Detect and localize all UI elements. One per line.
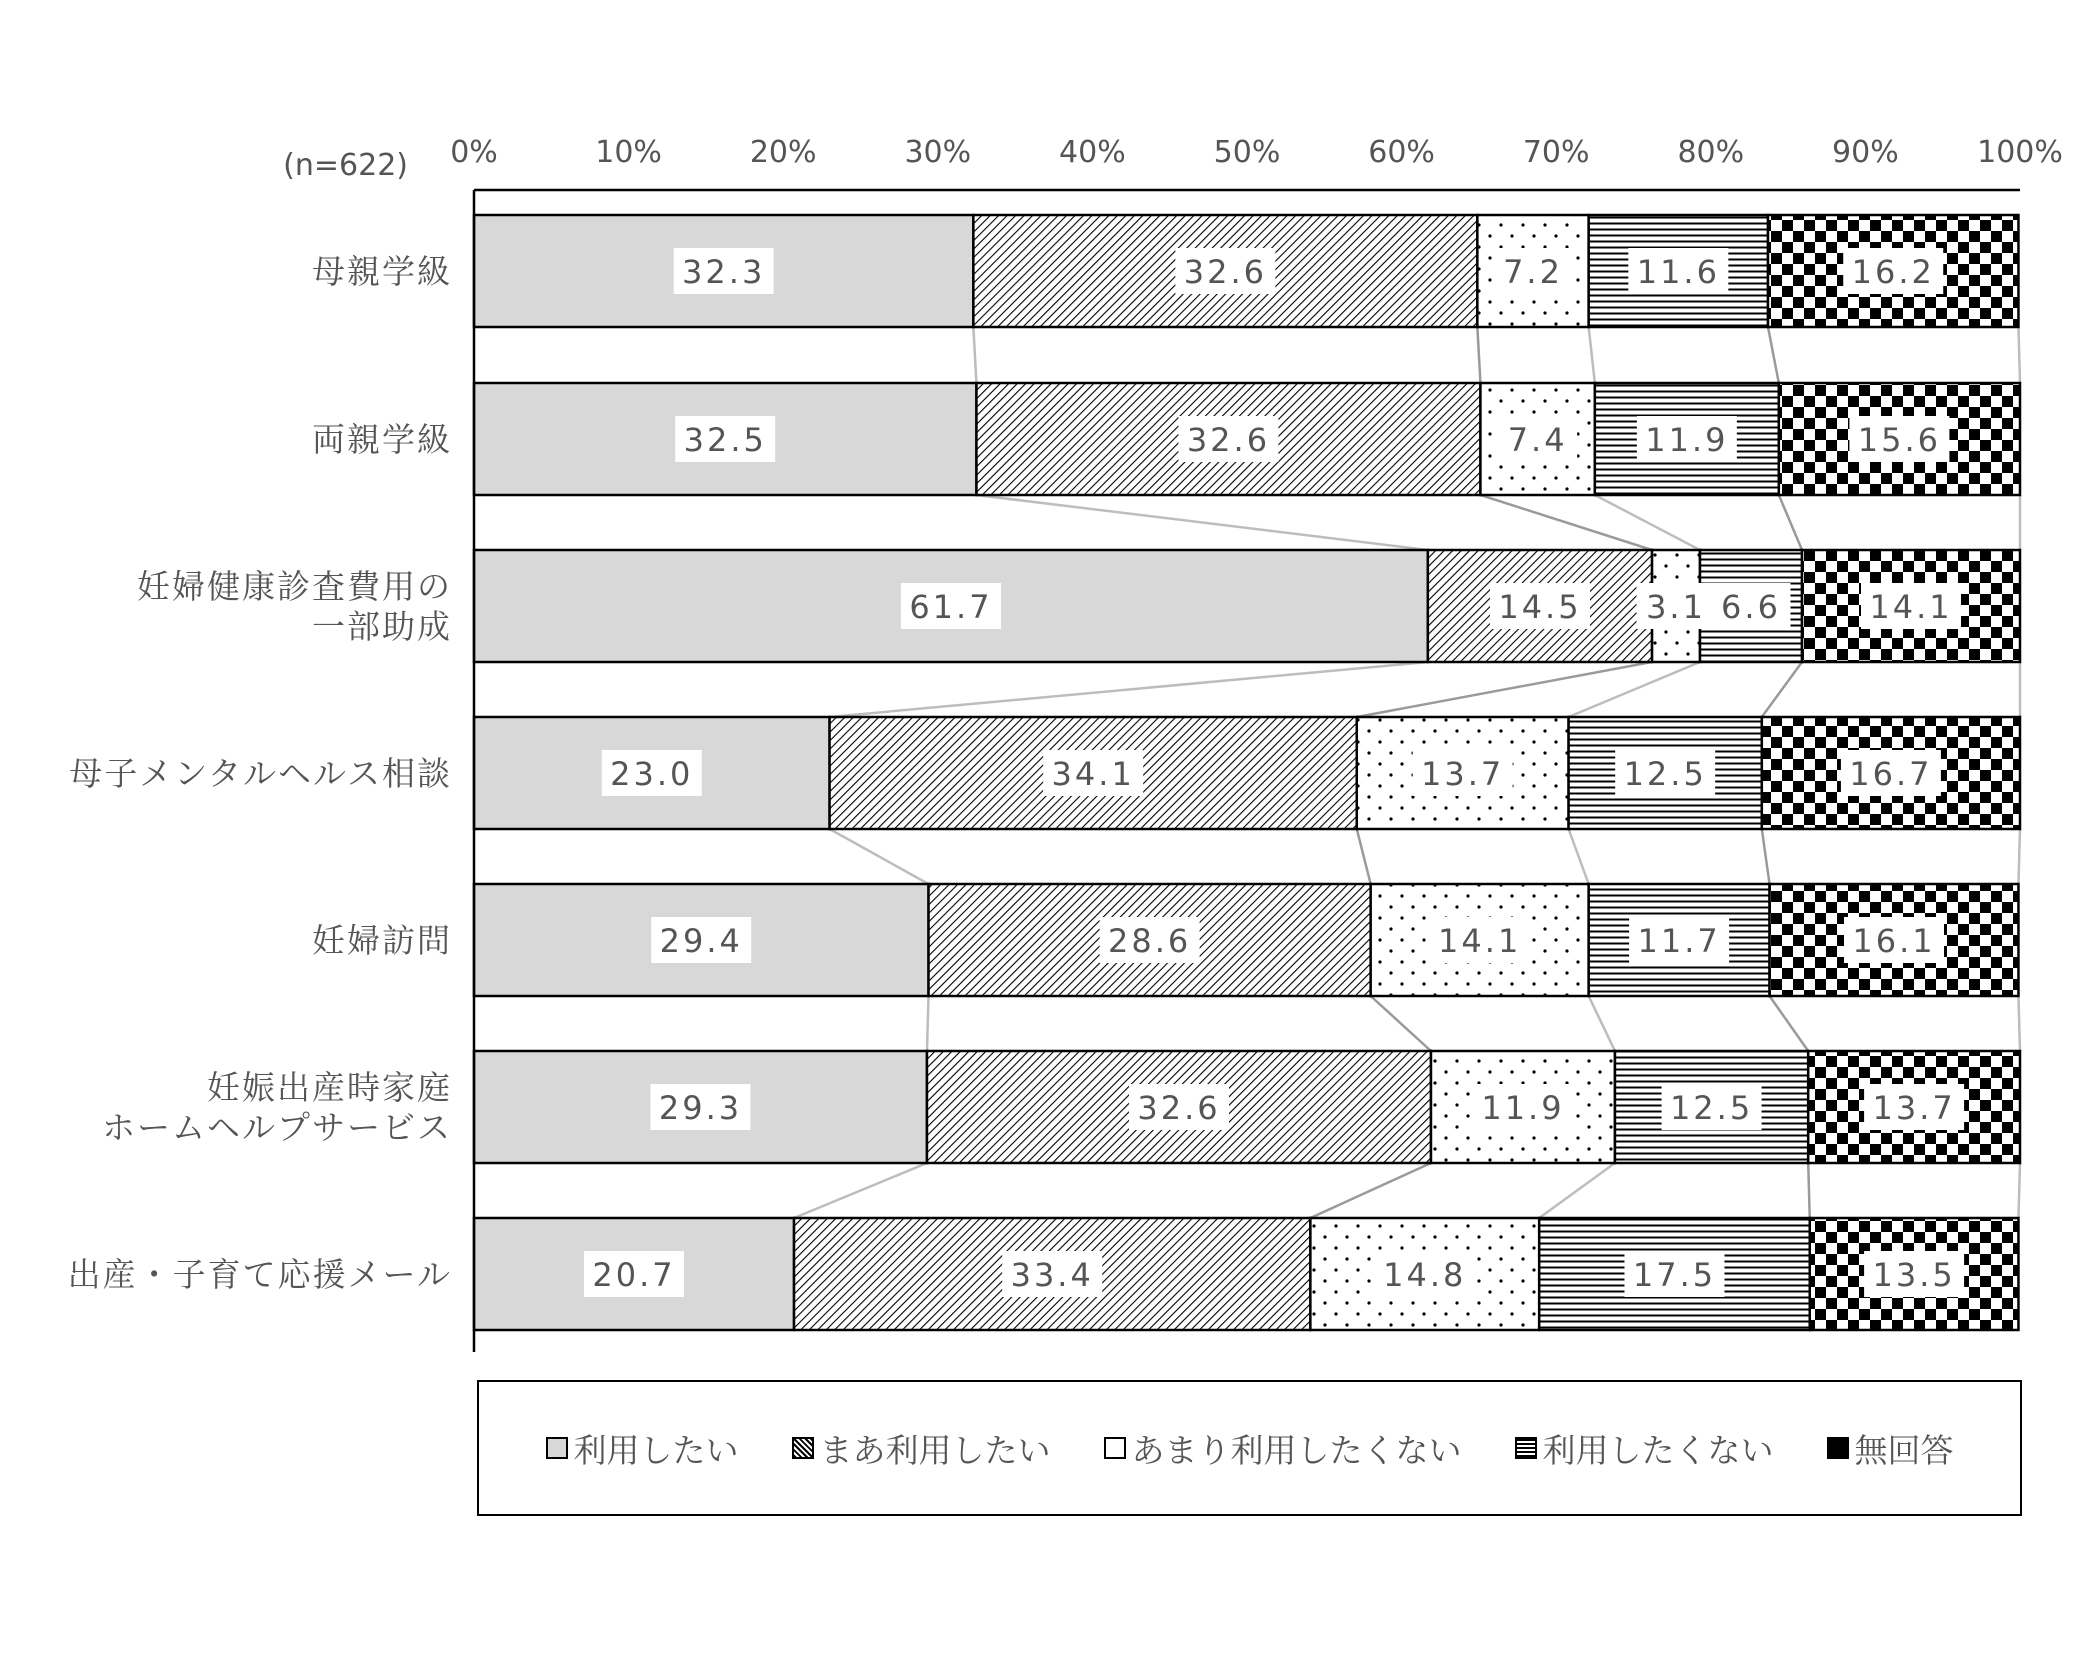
data-label: 20.7 xyxy=(592,1256,676,1294)
legend-swatch xyxy=(1104,1437,1126,1459)
series-line xyxy=(1477,327,1480,383)
x-tick-label: 30% xyxy=(904,135,972,170)
data-label: 17.5 xyxy=(1632,1256,1717,1294)
data-label: 23.0 xyxy=(610,755,694,793)
legend-label: まあ利用したい xyxy=(819,1430,1051,1470)
data-label: 11.6 xyxy=(1636,253,1720,291)
data-label: 14.5 xyxy=(1498,588,1582,626)
x-tick-label: 0% xyxy=(450,135,498,170)
data-label: 16.2 xyxy=(1851,253,1935,291)
data-label: 14.8 xyxy=(1383,1256,1467,1294)
x-tick-label: 100% xyxy=(1977,135,2063,170)
series-line xyxy=(1371,996,1431,1051)
data-label: 16.7 xyxy=(1849,755,1933,793)
legend-item xyxy=(1827,1425,1954,1472)
category-label: 両親学級 xyxy=(312,420,452,459)
series-line xyxy=(1770,996,1809,1051)
series-line xyxy=(976,495,1427,550)
data-label: 13.7 xyxy=(1421,755,1505,793)
data-label: 11.7 xyxy=(1637,922,1721,960)
legend-item xyxy=(1104,1425,1462,1472)
legend-swatch xyxy=(546,1437,568,1459)
series-line xyxy=(830,829,929,884)
series-line xyxy=(2018,1163,2020,1218)
legend-swatch xyxy=(792,1437,814,1459)
category-label: 一部助成 xyxy=(312,607,452,646)
x-tick-label: 60% xyxy=(1368,135,1435,170)
category-label: 妊婦健康診査費用の xyxy=(137,567,452,606)
data-label: 14.1 xyxy=(1438,922,1522,960)
data-label: 32.5 xyxy=(683,421,767,459)
data-label: 33.4 xyxy=(1010,1256,1094,1294)
series-line xyxy=(1762,662,1802,717)
series-line xyxy=(1589,327,1595,383)
series-line xyxy=(1569,662,1700,717)
series-line xyxy=(2018,327,2020,383)
data-label: 32.6 xyxy=(1137,1089,1221,1127)
category-label: 母親学級 xyxy=(312,252,452,291)
series-line xyxy=(973,327,976,383)
data-label: 13.5 xyxy=(1872,1256,1956,1294)
data-label: 11.9 xyxy=(1481,1089,1565,1127)
series-line xyxy=(1539,1163,1615,1218)
series-line xyxy=(927,996,929,1051)
series-line xyxy=(1768,327,1779,383)
data-label: 6.6 xyxy=(1721,588,1781,626)
data-label: 12.5 xyxy=(1623,755,1707,793)
data-label: 3.1 xyxy=(1646,588,1706,626)
legend-item xyxy=(546,1425,739,1472)
legend-item xyxy=(792,1425,1051,1472)
x-tick-label: 20% xyxy=(749,135,817,170)
category-label: ホームヘルプサービス xyxy=(102,1108,452,1147)
legend-label: あまり利用したくない xyxy=(1131,1430,1462,1470)
x-tick-label: 40% xyxy=(1059,135,1126,170)
legend-label: 無回答 xyxy=(1854,1430,1954,1470)
category-label: 出産・子育て応援メール xyxy=(67,1255,452,1294)
data-label: 14.1 xyxy=(1869,588,1953,626)
series-line xyxy=(1762,829,1770,884)
data-label: 32.6 xyxy=(1183,253,1267,291)
legend-swatch xyxy=(1515,1437,1537,1459)
data-label: 29.3 xyxy=(658,1089,743,1127)
category-label: 妊娠出産時家庭 xyxy=(207,1068,452,1107)
data-label: 7.4 xyxy=(1507,421,1568,459)
series-line xyxy=(2018,829,2020,884)
category-label: 妊婦訪問 xyxy=(312,921,452,960)
legend-swatch xyxy=(1827,1437,1849,1459)
data-label: 32.6 xyxy=(1186,421,1271,459)
data-label: 32.3 xyxy=(682,253,766,291)
x-tick-label: 50% xyxy=(1213,135,1281,170)
series-line xyxy=(1569,829,1589,884)
x-tick-label: 10% xyxy=(595,135,662,170)
data-label: 28.6 xyxy=(1107,922,1192,960)
series-line xyxy=(1595,495,1700,550)
legend xyxy=(477,1380,2022,1516)
series-line xyxy=(1357,829,1371,884)
series-line xyxy=(1357,662,1652,717)
x-tick-label: 70% xyxy=(1522,135,1590,170)
data-label: 29.4 xyxy=(659,922,743,960)
legend-label: 利用したくない xyxy=(1542,1430,1774,1470)
data-label: 13.7 xyxy=(1872,1089,1956,1127)
data-label: 34.1 xyxy=(1051,755,1135,793)
series-line xyxy=(1808,1163,1810,1218)
series-line xyxy=(1779,495,1802,550)
x-tick-label: 80% xyxy=(1677,135,1745,170)
data-label: 11.9 xyxy=(1645,421,1729,459)
series-line xyxy=(830,662,1428,717)
data-label: 61.7 xyxy=(909,588,993,626)
series-line xyxy=(1589,996,1615,1051)
category-label: 母子メンタルヘルス相談 xyxy=(69,754,452,793)
legend-label: 利用したい xyxy=(573,1430,739,1470)
series-line xyxy=(2018,996,2020,1051)
data-label: 12.5 xyxy=(1669,1089,1754,1127)
data-label: 7.2 xyxy=(1503,253,1563,291)
data-label: 16.1 xyxy=(1852,922,1936,960)
sample-size-note: (n=622) xyxy=(283,148,408,183)
series-line xyxy=(1480,495,1652,550)
series-line xyxy=(1310,1163,1431,1218)
legend-item xyxy=(1515,1425,1774,1472)
x-tick-label: 90% xyxy=(1832,135,1899,170)
series-line xyxy=(794,1163,927,1218)
data-label: 15.6 xyxy=(1857,421,1942,459)
